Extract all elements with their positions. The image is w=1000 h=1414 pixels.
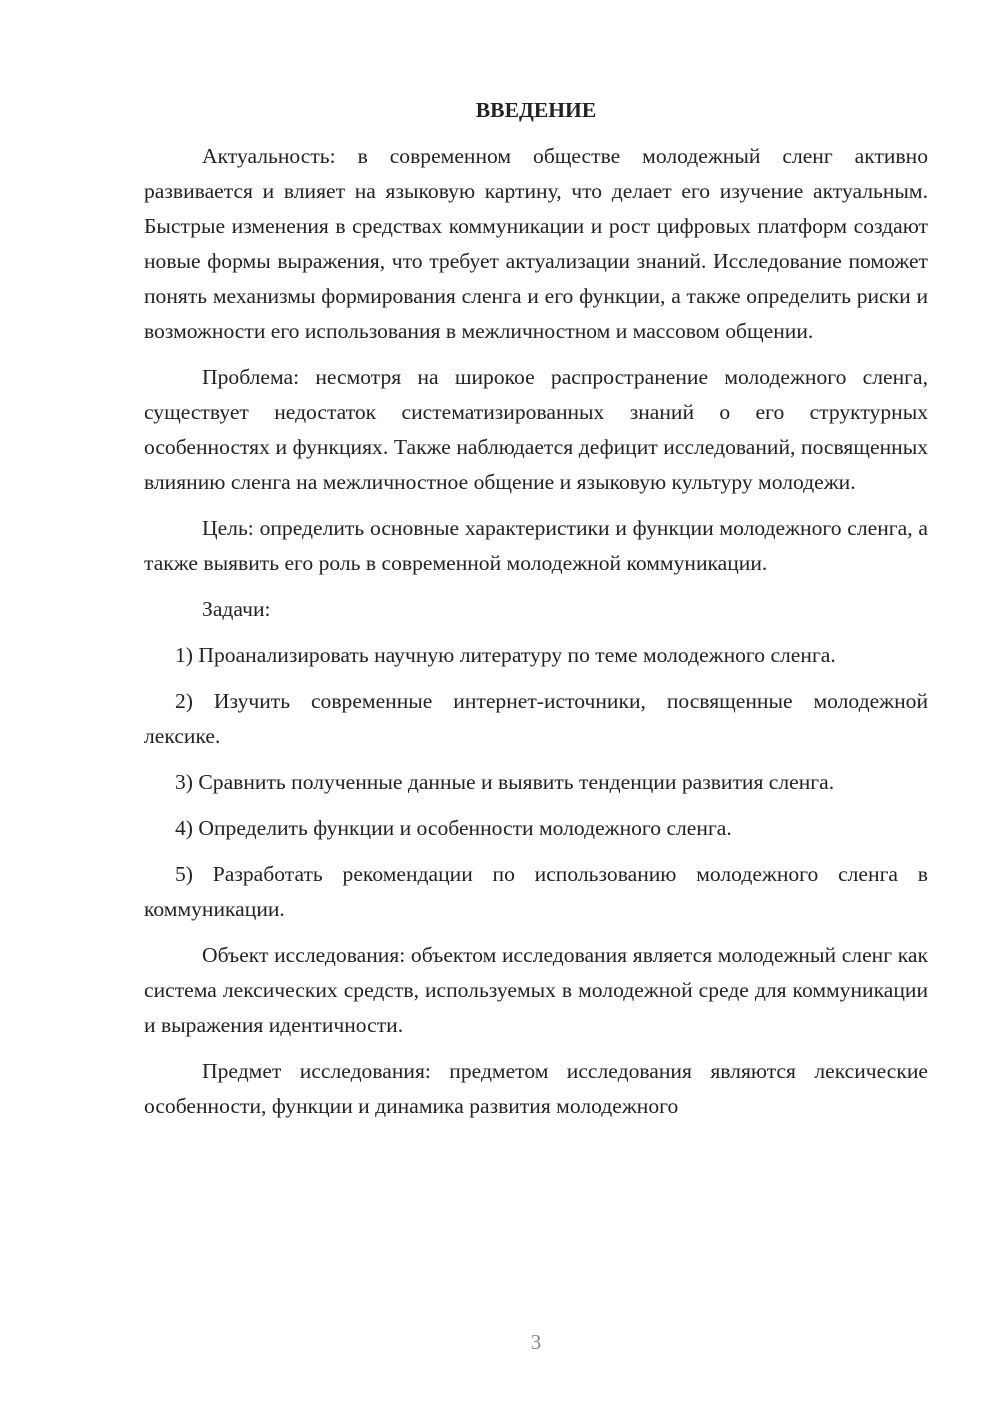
paragraph-subject: Предмет исследования: предметом исследования являются лексические особенности, функции и динамика развития молодежного <box>144 1059 928 1118</box>
task-item-2: 2) Изучить современные интернет-источники, посвященные молодежной лексике. <box>144 689 928 748</box>
tasks-heading: Задачи: <box>202 597 271 621</box>
page-number: 3 <box>530 1330 542 1354</box>
paragraph-relevance: Актуальность: в современном обществе молодежный сленг активно развивается и влияет на языковую картину, что делает его изучение актуальным. Быстрые изменения в средствах коммуникации и рост цифровых платформ создают новые формы выражения, что требует актуализации знаний. Исследование поможет понять механизмы формирования сленга и его функции, а также определить риски и возможности его использования в межличностном и массовом общении. <box>144 144 928 343</box>
task-item-5: 5) Разработать рекомендации по использованию молодежного сленга в коммуникации. <box>144 862 928 921</box>
paragraph-problem: Проблема: несмотря на широкое распространение молодежного сленга, существует недостаток систематизированных знаний о его структурных особенностях и функциях. Также наблюдается дефицит исследований, посвященных влиянию сленга на межличностное общение и языковую культуру молодежи. <box>144 365 928 494</box>
paragraph-object: Объект исследования: объектом исследования является молодежный сленг как система лексических средств, используемых в молодежной среде для коммуникации и выражения идентичности. <box>144 943 928 1037</box>
task-item-4: 4) Определить функции и особенности молодежного сленга. <box>175 816 732 840</box>
paragraph-goal: Цель: определить основные характеристики и функции молодежного сленга, а также выявить его роль в современной молодежной коммуникации. <box>144 516 928 575</box>
task-item-3: 3) Сравнить полученные данные и выявить тенденции развития сленга. <box>175 770 835 794</box>
task-item-1: 1) Проанализировать научную литературу по теме молодежного сленга. <box>175 643 836 667</box>
section-title: ВВЕДЕНИЕ <box>475 98 597 122</box>
